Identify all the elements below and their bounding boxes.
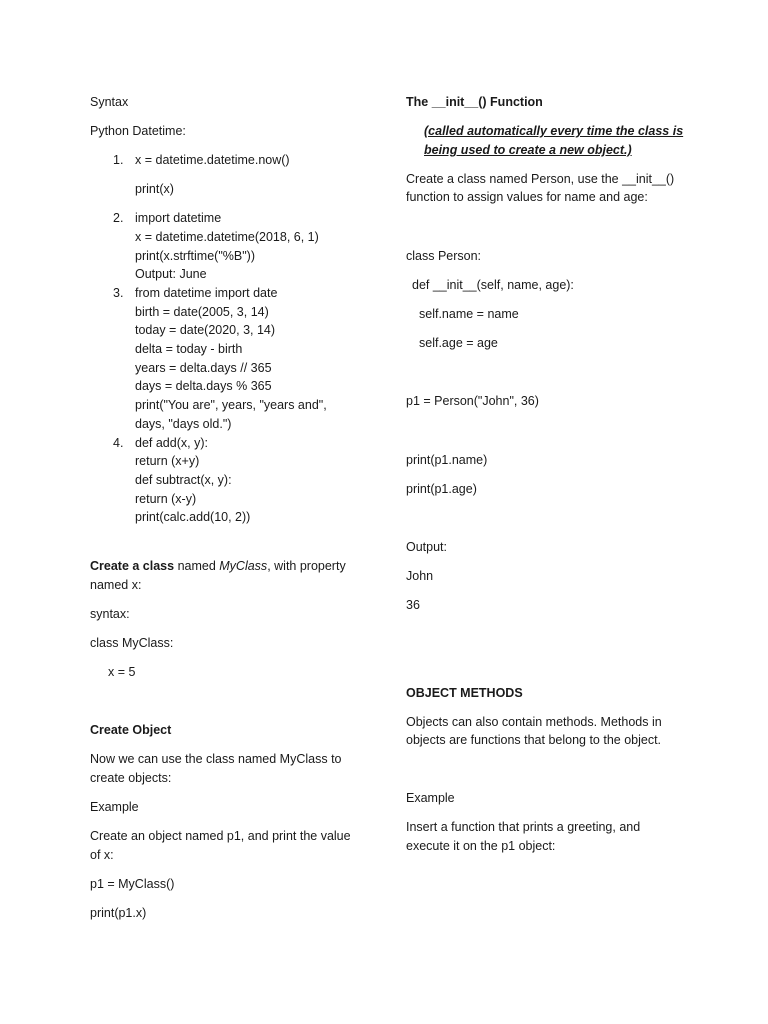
p1-myclass-line: p1 = MyClass() [90, 877, 175, 891]
person-text-2: function to assign values for name and age: [406, 190, 648, 204]
output-name: John [406, 569, 434, 583]
list-item-line: print(calc.add(10, 2)) [135, 510, 251, 524]
list-item-line: from datetime import date [135, 286, 278, 300]
list-number-2: 2. [113, 211, 124, 225]
output-age: 36 [406, 598, 420, 612]
class-person-line: class Person: [406, 249, 482, 263]
syntax-heading: Syntax [90, 95, 129, 109]
list-number-4: 4. [113, 436, 124, 450]
list-item-line: print(x) [135, 182, 174, 196]
called-note-2: being used to create a new object.) [424, 143, 632, 157]
create-object-heading: Create Object [90, 723, 172, 737]
create-object-text-1: Now we can use the class named MyClass to [90, 752, 342, 766]
list-item-line: years = delta.days // 365 [135, 361, 272, 375]
create-class-line-2: named x: [90, 578, 142, 592]
insert-text-1: Insert a function that prints a greeting, and [406, 820, 641, 834]
methods-text-1: Objects can also contain methods. Methods in [406, 715, 662, 729]
print-p1x-line: print(p1.x) [90, 906, 147, 920]
create-p1-text-2: of x: [90, 848, 114, 862]
list-item-line: def add(x, y): [135, 436, 208, 450]
list-item-line: print(x.strftime("%B")) [135, 249, 255, 263]
list-number-1: 1. [113, 153, 124, 167]
list-item-line: x = datetime.datetime(2018, 6, 1) [135, 230, 319, 244]
list-item-line: birth = date(2005, 3, 14) [135, 305, 269, 319]
p1-person-line: p1 = Person("John", 36) [406, 394, 539, 408]
print-age-line: print(p1.age) [406, 482, 477, 496]
called-note-1: (called automatically every time the class is [424, 124, 684, 138]
list-number-3: 3. [113, 286, 124, 300]
methods-text-2: objects are functions that belong to the object. [406, 733, 662, 747]
self-age-line: self.age = age [419, 336, 498, 350]
list-item-line: today = date(2020, 3, 14) [135, 323, 276, 337]
syntax-label: syntax: [90, 607, 130, 621]
output-label: Output: [406, 540, 447, 554]
list-item-line: delta = today - birth [135, 342, 243, 356]
class-myclass-line: class MyClass: [90, 636, 174, 650]
init-heading: The __init__() Function [406, 95, 543, 109]
create-p1-text-1: Create an object named p1, and print the value [90, 829, 351, 843]
list-item-line: return (x-y) [135, 492, 197, 506]
create-class-bold: Create a class [90, 559, 175, 573]
myclass-italic: MyClass [219, 559, 268, 573]
print-name-line: print(p1.name) [406, 453, 488, 467]
list-item-line: Output: June [135, 267, 207, 281]
create-object-text-2: create objects: [90, 771, 172, 785]
insert-text-2: execute it on the p1 object: [406, 839, 556, 853]
create-class-paragraph [90, 557, 346, 576]
list-item-line: return (x+y) [135, 454, 200, 468]
x-assign-line: x = 5 [108, 665, 136, 679]
list-item-line: def subtract(x, y): [135, 473, 232, 487]
list-item-line: print("You are", years, "years and", [135, 398, 327, 412]
def-init-line: def __init__(self, name, age): [412, 278, 574, 292]
example-label-left: Example [90, 800, 139, 814]
create-class-rest: , with property [267, 559, 346, 573]
self-name-line: self.name = name [419, 307, 519, 321]
object-methods-heading: OBJECT METHODS [406, 686, 523, 700]
create-class-mid: named [174, 559, 220, 573]
list-item-line: days, "days old.") [135, 417, 232, 431]
python-datetime-label: Python Datetime: [90, 124, 186, 138]
list-item-line: x = datetime.datetime.now() [135, 153, 290, 167]
list-item-line: import datetime [135, 211, 222, 225]
example-label-right: Example [406, 791, 455, 805]
list-item-line: days = delta.days % 365 [135, 379, 272, 393]
person-text-1: Create a class named Person, use the __init__() [406, 172, 675, 186]
